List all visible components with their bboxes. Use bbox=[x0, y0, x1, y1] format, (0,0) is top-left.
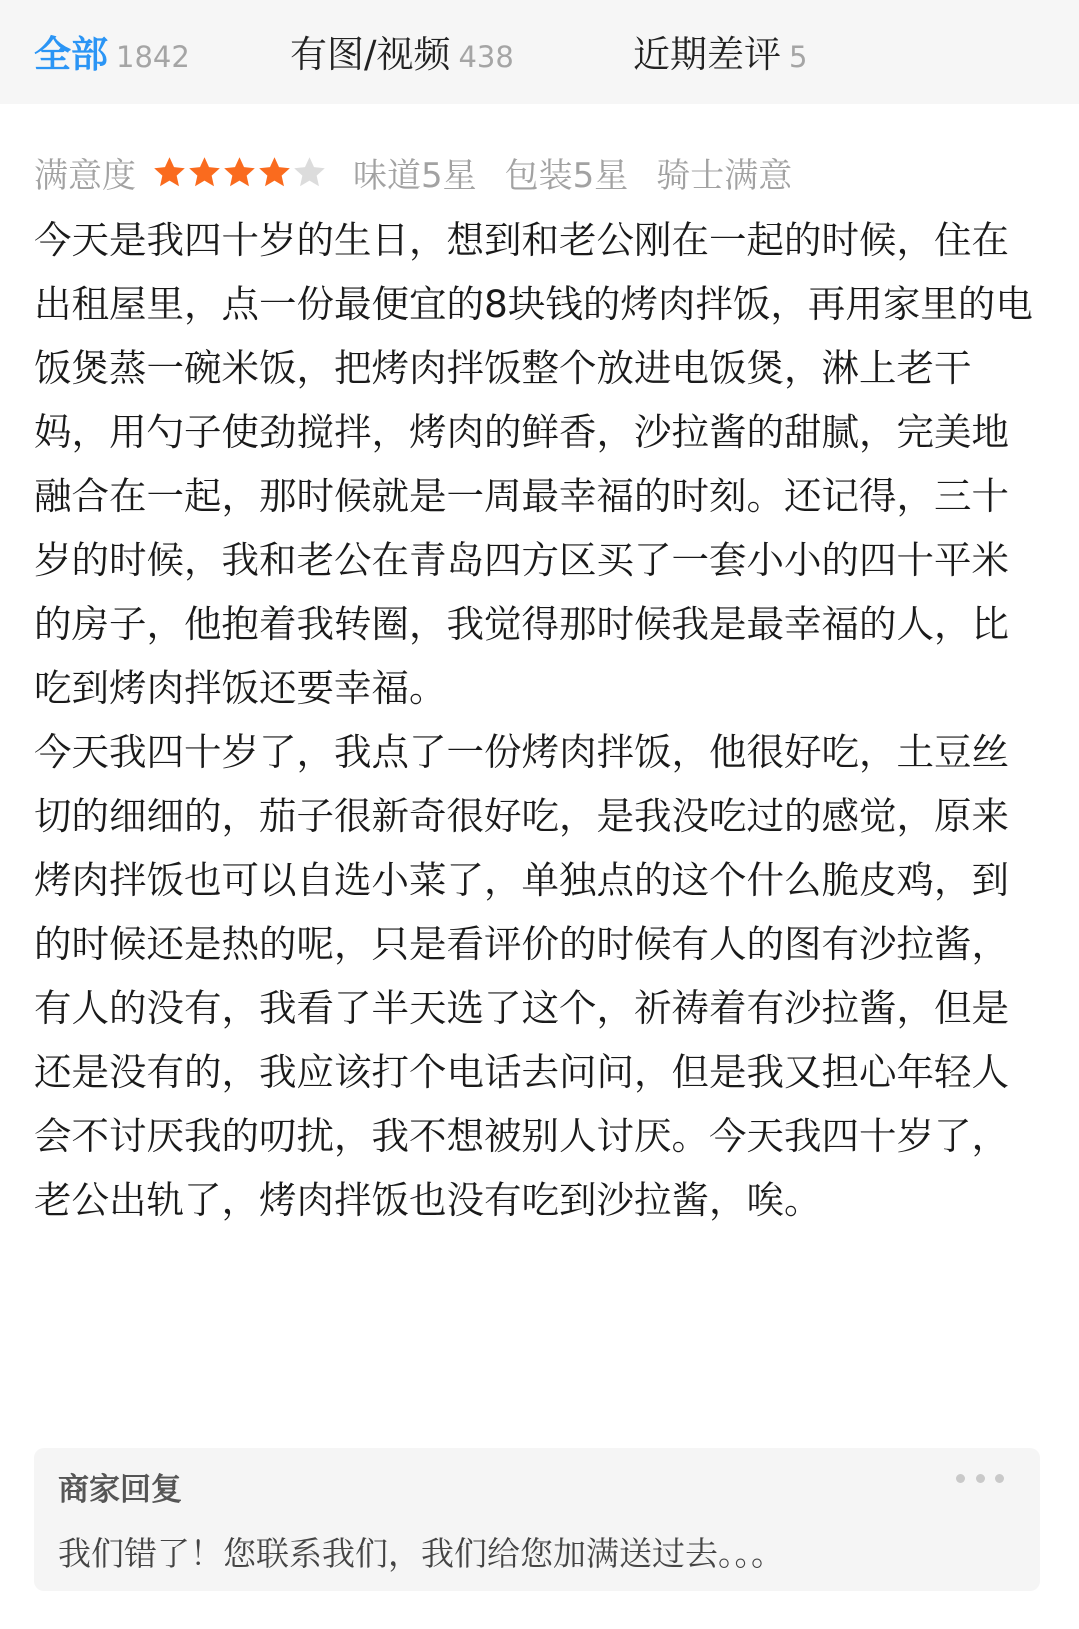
review-paragraph: 今天是我四十岁的生日，想到和老公刚在一起的时候，住在出租屋里，点一份最便宜的8块钱的烤肉拌饭，再用家里的电饭煲蒸一碗米饭，把烤肉拌饭整个放进电饭煲，淋上老干妈，用勺子使劲搅拌，烤肉的鲜香，沙拉酱的甜腻，完美地融合在一起，那时候就是一周最幸福的时刻。还记得，三十岁的时候，我和老公在青岛四方区买了一套小小的四十平米的房子，他抱着我转圈，我觉得那时候我是最幸福的人，比吃到烤肉拌饭还要幸福。 bbox=[34, 218, 1033, 710]
tag-packaging: 包装5星 bbox=[504, 155, 629, 196]
merchant-reply-text: 我们错了！您联系我们，我们给您加满送过去。。。 bbox=[58, 1534, 784, 1573]
star-filled-icon bbox=[187, 155, 222, 190]
tag-taste: 味道5星 bbox=[353, 155, 477, 196]
tab-recent-negative[interactable] bbox=[633, 24, 807, 80]
merchant-reply-title: 商家回复 bbox=[58, 1472, 182, 1508]
tab-recent-negative-count: 5 bbox=[789, 40, 808, 74]
tab-all-label: 全部 bbox=[34, 33, 108, 76]
merchant-reply bbox=[34, 1448, 1040, 1591]
tab-with-media-label: 有图/视频 bbox=[290, 33, 451, 76]
rating-row bbox=[34, 144, 820, 200]
review-body bbox=[34, 208, 1046, 1232]
star-filled-icon bbox=[152, 155, 187, 190]
tab-with-media[interactable] bbox=[290, 24, 514, 80]
satisfaction-label: 满意度 bbox=[34, 155, 136, 196]
tab-recent-negative-label: 近期差评 bbox=[633, 33, 781, 76]
review-paragraph: 今天我四十岁了，我点了一份烤肉拌饭，他很好吃，土豆丝切的细细的，茄子很新奇很好吃，是我没吃过的感觉，原来烤肉拌饭也可以自选小菜了，单独点的这个什么脆皮鸡，到的时候还是热的呢，只是看评价的时候有人的图有沙拉酱，有人的没有，我看了半天选了这个，祈祷着有沙拉酱，但是还是没有的，我应该打个电话去问问，但是我又担心年轻人会不讨厌我的叨扰，我不想被别人讨厌。今天我四十岁了，老公出轨了，烤肉拌饭也没有吃到沙拉酱，唉。 bbox=[34, 730, 1009, 1222]
star-empty-icon bbox=[292, 155, 327, 190]
star-filled-icon bbox=[257, 155, 292, 190]
star-rating bbox=[152, 155, 327, 190]
tab-all[interactable] bbox=[34, 24, 190, 80]
tab-with-media-count: 438 bbox=[458, 40, 514, 74]
tag-rider: 骑士满意 bbox=[656, 155, 793, 196]
star-filled-icon bbox=[222, 155, 257, 190]
review-filter-tabs bbox=[0, 0, 1079, 104]
tab-all-count: 1842 bbox=[116, 40, 190, 74]
more-dots-icon[interactable] bbox=[956, 1468, 1004, 1488]
